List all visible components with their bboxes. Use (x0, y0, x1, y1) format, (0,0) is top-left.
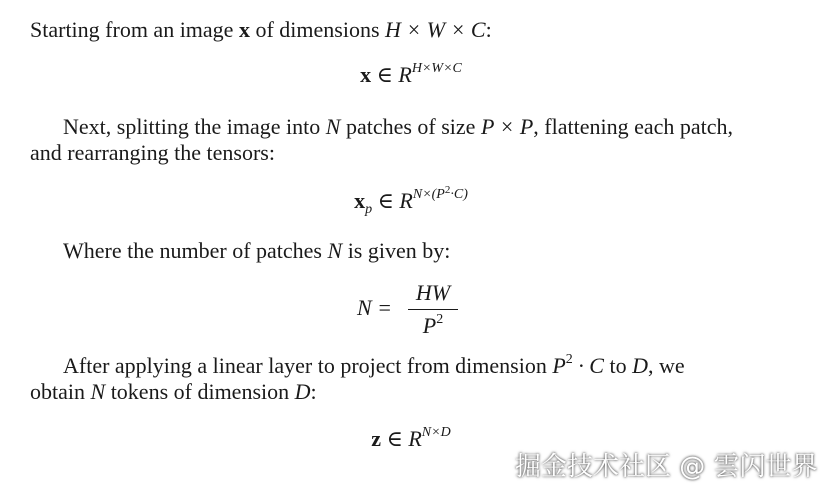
text: obtain (30, 379, 91, 404)
text: to (603, 353, 633, 378)
equation-x (0, 61, 822, 87)
paragraph-linear-layer-line2 (30, 381, 317, 403)
text: is given by: (342, 238, 451, 263)
paragraph-patches-line2 (30, 142, 275, 164)
math-sup: ·C) (450, 187, 468, 202)
paragraph-intro (30, 19, 492, 41)
equation-xp (0, 184, 822, 217)
math-D: D (632, 353, 648, 378)
equation-N-lhs (357, 297, 392, 319)
fraction-bar (408, 309, 458, 310)
math-P: P (552, 353, 566, 378)
math-D: D (294, 379, 311, 404)
math-N: N (327, 238, 343, 263)
fraction-numerator: HW (415, 280, 451, 305)
fraction-denominator (408, 314, 458, 342)
paragraph-num-patches (63, 240, 450, 262)
text: : (310, 379, 317, 404)
math-sub-p: p (365, 202, 373, 217)
text: Next, splitting the image into (63, 114, 326, 139)
text: and rearranging the tensors: (30, 140, 275, 165)
math-sup: H×W×C (411, 61, 462, 76)
text: After applying a linear layer to project from dimension (63, 353, 553, 378)
text: Where the number of patches (63, 238, 328, 263)
math-x: x (360, 62, 372, 87)
text: : (485, 17, 492, 42)
math-PxP: P × P (480, 114, 534, 139)
math-in-R: ∈ R (372, 188, 413, 213)
math-x: x (354, 188, 366, 213)
math-in-R: ∈ R (381, 426, 422, 451)
text: tokens of dimension (105, 379, 295, 404)
math-z: z (371, 426, 382, 451)
paragraph-linear-layer-line1 (63, 352, 685, 378)
text: Starting from an image (30, 17, 239, 42)
math-var-x: x (238, 17, 250, 42)
fraction-HW-over-P2 (408, 281, 458, 342)
math-N: N (90, 379, 106, 404)
text: , we (648, 353, 685, 378)
watermark: 掘金技术社区 @ 雲闪世界 (515, 452, 818, 482)
math-dims: H × W × C (385, 17, 486, 42)
paragraph-patches-line1 (63, 116, 733, 138)
math-in-R: ∈ R (371, 62, 412, 87)
math-dot-C: · C (572, 353, 604, 378)
math-N-eq: N = (357, 295, 393, 320)
math-N: N (325, 114, 341, 139)
math-sup: N×D (421, 425, 451, 440)
math-sup-2: 2 (436, 312, 444, 327)
math-sup-2: 2 (565, 352, 573, 367)
math-sup: N×(P (412, 187, 445, 202)
math-sup-2: 2 (444, 184, 451, 196)
text: , flattening each patch, (533, 114, 734, 139)
text: of dimensions (249, 17, 386, 42)
text: patches of size (340, 114, 481, 139)
math-P: P (422, 313, 437, 338)
